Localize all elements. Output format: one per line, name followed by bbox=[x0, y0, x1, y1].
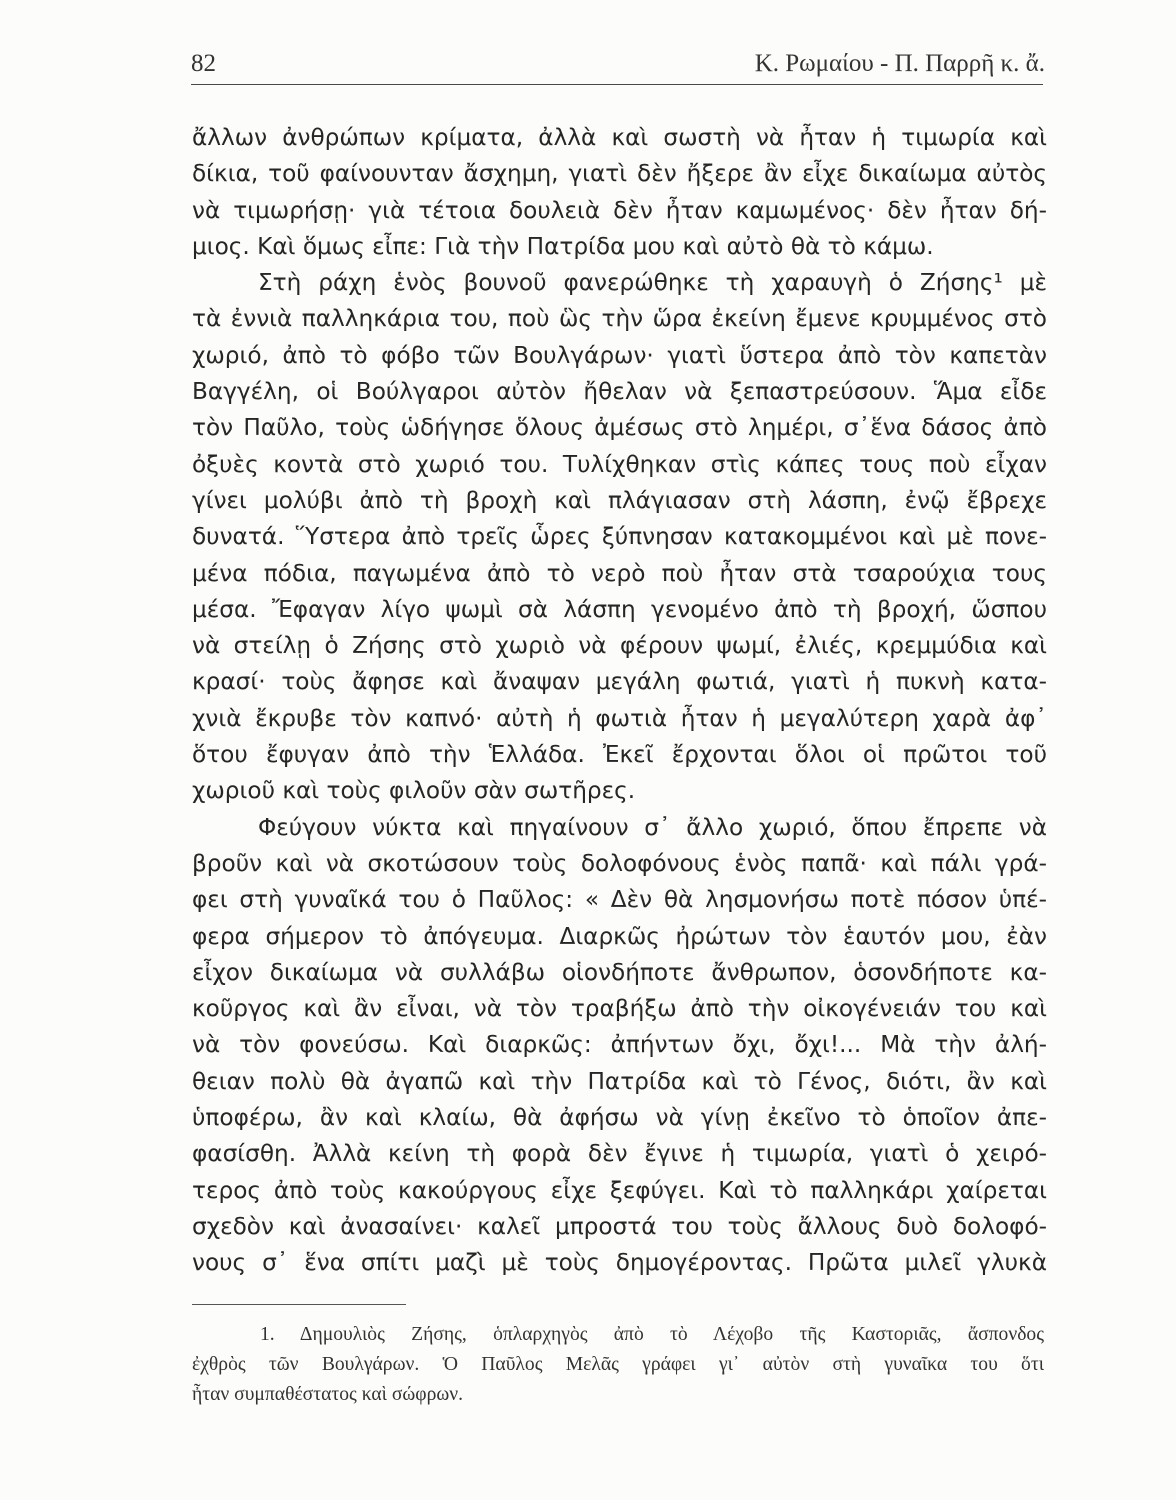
text-line: χωριό, ἀπὸ τὸ φόβο τῶν Βουλγάρων· γιατὶ ὕστερα ἀπὸ τὸν καπετὰν bbox=[192, 341, 1047, 369]
text-line: Φεύγουν νύκτα καὶ πηγαίνουν σ᾽ ἄλλο χωριό, ὅπου ἔπρεπε νὰ bbox=[258, 813, 1047, 841]
text-line: χωριοῦ καὶ τοὺς φιλοῦν σὰν σωτῆρες. bbox=[192, 777, 636, 805]
footnote-line: ἦταν συμπαθέστατος καὶ σώφρων. bbox=[192, 1384, 464, 1405]
text-line: βροῦν καὶ νὰ σκοτώσουν τοὺς δολοφόνους ἑνὸς παπᾶ· καὶ πάλι γρά- bbox=[192, 849, 1047, 877]
text-line: θειαν πολὺ θὰ ἀγαπῶ καὶ τὴν Πατρίδα καὶ τὸ Γένος, διότι, ἂν καὶ bbox=[192, 1067, 1047, 1095]
text-line: κοῦργος καὶ ἂν εἶναι, νὰ τὸν τραβήξω ἀπὸ τὴν οἰκογένειάν του καὶ bbox=[192, 995, 1047, 1023]
text-line: γίνει μολύβι ἀπὸ τὴ βροχὴ καὶ πλάγιασαν στὴ λάσπη, ἐνῷ ἔβρεχε bbox=[192, 486, 1047, 514]
page-number: 82 bbox=[191, 50, 216, 77]
text-line: φερα σήμερον τὸ ἀπόγευμα. Διαρκῶς ἠρώτων τὸν ἑαυτόν μου, ἐὰν bbox=[192, 922, 1047, 950]
footnote-rule bbox=[192, 1304, 406, 1305]
text-line: ὅτου ἔφυγαν ἀπὸ τὴν Ἑλλάδα. Ἐκεῖ ἔρχονται ὅλοι οἱ πρῶτοι τοῦ bbox=[192, 741, 1047, 769]
text-line: φει στὴ γυναῖκά του ὁ Παῦλος: « Δὲν θὰ λησμονήσω ποτὲ πόσον ὑπέ- bbox=[192, 886, 1047, 914]
text-line: νὰ τιμωρήσῃ· γιὰ τέτοια δουλειὰ δὲν ἦταν καμωμένος· δὲν ἦταν δή- bbox=[192, 196, 1047, 224]
text-line: σχεδὸν καὶ ἀνασαίνει· καλεῖ μπροστά του τοὺς ἄλλους δυὸ δολοφό- bbox=[192, 1212, 1047, 1240]
footnote-line: ἐχθρὸς τῶν Βουλγάρων. Ὁ Παῦλος Μελᾶς γράφει γι᾽ αὐτὸν στὴ γυναῖκα του ὅτι bbox=[192, 1354, 1044, 1375]
text-line: νὰ τὸν φονεύσω. Καὶ διαρκῶς: ἀπήντων ὄχι, ὄχι!... Μὰ τὴν ἀλή- bbox=[192, 1031, 1047, 1059]
text-line: εἶχον δικαίωμα νὰ συλλάβω οἱονδήποτε ἄνθρωπον, ὁσονδήποτε κα- bbox=[192, 958, 1047, 986]
footnote-line: 1. Δημουλιὸς Ζήσης, ὁπλαρχηγὸς ἀπὸ τὸ Λέχοβο τῆς Καστοριᾶς, ἄσπονδος bbox=[260, 1324, 1044, 1345]
text-line: νὰ στείλῃ ὁ Ζήσης στὸ χωριὸ νὰ φέρουν ψωμί, ἐλιές, κρεμμύδια καὶ bbox=[192, 632, 1047, 660]
header-rule bbox=[191, 84, 1043, 85]
text-line: νους σ᾽ ἕνα σπίτι μαζὶ μὲ τοὺς δημογέροντας. Πρῶτα μιλεῖ γλυκὰ bbox=[192, 1249, 1047, 1277]
footnotes bbox=[192, 1320, 1044, 1410]
running-title: Κ. Ρωμαίου - Π. Παρρῆ κ. ἄ. bbox=[754, 50, 1045, 77]
text-line: ὑποφέρω, ἂν καὶ κλαίω, θὰ ἀφήσω νὰ γίνῃ ἐκεῖνο τὸ ὁποῖον ἀπε- bbox=[192, 1104, 1047, 1132]
text-line: χνιὰ ἔκρυβε τὸν καπνό· αὐτὴ ἡ φωτιὰ ἦταν ἡ μεγαλύτερη χαρὰ ἀφ᾽ bbox=[192, 704, 1047, 732]
text-line: μένα πόδια, παγωμένα ἀπὸ τὸ νερὸ ποὺ ἦταν στὰ τσαρούχια τους bbox=[192, 559, 1047, 587]
text-line: ἄλλων ἀνθρώπων κρίματα, ἀλλὰ καὶ σωστὴ νὰ ἦταν ἡ τιμωρία καὶ bbox=[192, 124, 1047, 151]
text-line: κρασί· τοὺς ἄφησε καὶ ἄναψαν μεγάλη φωτιά, γιατὶ ἡ πυκνὴ κατα- bbox=[192, 668, 1047, 696]
text-line: τερος ἀπὸ τοὺς κακούργους εἶχε ξεφύγει. Καὶ τὸ παλληκάρι χαίρεται bbox=[192, 1176, 1047, 1204]
text-line: Στὴ ράχη ἑνὸς βουνοῦ φανερώθηκε τὴ χαραυγὴ ὁ Ζήσης¹ μὲ bbox=[258, 269, 1047, 297]
page-header bbox=[191, 44, 1045, 84]
text-line: τὰ ἐννιὰ παλληκάρια του, ποὺ ὣς τὴν ὥρα ἐκείνη ἔμενε κρυμμένος στὸ bbox=[192, 305, 1047, 333]
text-line: τὸν Παῦλο, τοὺς ὡδήγησε ὅλους ἀμέσως στὸ λημέρι, σ᾽ἕνα δάσος ἀπὸ bbox=[192, 414, 1047, 442]
text-line: Βαγγέλη, οἱ Βούλγαροι αὐτὸν ἤθελαν νὰ ξεπαστρεύσουν. Ἅμα εἶδε bbox=[192, 378, 1047, 406]
text-line: μέσα. Ἔφαγαν λίγο ψωμὶ σὰ λάσπη γενομένο ἀπὸ τὴ βροχή, ὥσπου bbox=[192, 595, 1047, 623]
text-line: φασίσθη. Ἀλλὰ κείνη τὴ φορὰ δὲν ἔγινε ἡ τιμωρία, γιατὶ ὁ χειρό- bbox=[192, 1140, 1047, 1168]
text-line: δίκια, τοῦ φαίνουνταν ἄσχημη, γιατὶ δὲν ἤξερε ἂν εἶχε δικαίωμα αὐτὸς bbox=[192, 160, 1047, 188]
text-line: μιος. Καὶ ὅμως εἶπε: Γιὰ τὴν Πατρίδα μου καὶ αὐτὸ θὰ τὸ κάμω. bbox=[192, 232, 934, 260]
body-text bbox=[192, 120, 1047, 1282]
text-line: δυνατά. Ὕστερα ἀπὸ τρεῖς ὧρες ξύπνησαν κατακομμένοι καὶ μὲ πονε- bbox=[192, 523, 1047, 551]
text-line: ὀξυὲς κοντὰ στὸ χωριό του. Τυλίχθηκαν στὶς κάπες τους ποὺ εἶχαν bbox=[192, 450, 1047, 478]
